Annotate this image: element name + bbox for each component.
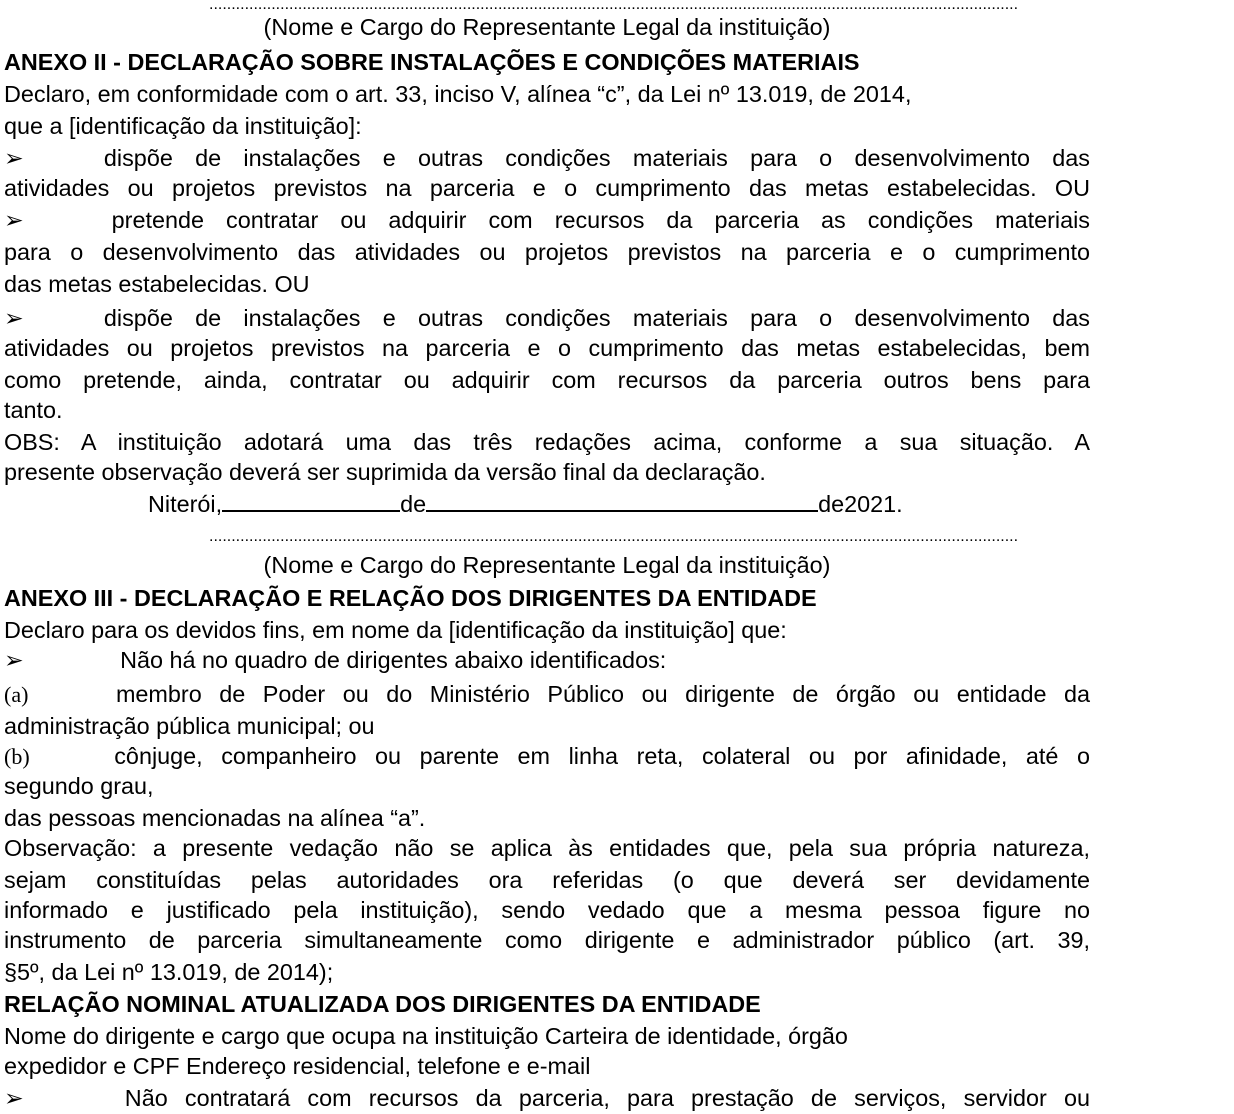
arrow-bullet-icon: ➢ [4,647,24,673]
annex-ii-title: ANEXO II - DECLARAÇÃO SOBRE INSTALAÇÕES E CONDIÇÕES MATERIAIS [4,49,860,75]
annex-ii-intro-line-2: que a [identificação da instituição]: [4,113,362,139]
date-de: de [400,491,427,517]
mentioned-persons: das pessoas mencionadas na alínea “a”. [4,805,426,831]
annex-ii-obs-line-2: presente observação deverá ser suprimida da versão final da declaração. [4,459,766,485]
clause-a-line-1: membro de Poder ou do Ministério Público ou dirigente de órgão ou entidade da [115,681,1091,707]
arrow-bullet-icon: ➢ [4,1085,24,1111]
day-blank [222,490,400,512]
clause-b [4,742,1090,771]
clause-b-label: (b) [4,744,30,769]
annex-iii-obs-line-5: §5º, da Lei nº 13.019, de 2014); [4,959,334,985]
annex-iii-intro: Declaro para os devidos fins, em nome da [identificação da instituição] que: [4,617,787,643]
arrow-bullet-icon: ➢ [4,145,24,171]
signature-dotted-line: ...................................................................................................................................................................................... [209,0,1019,13]
annex-ii-option-1 [4,144,1090,172]
annex-iii-item-2 [4,1084,1090,1112]
option-3-line-4: tanto. [4,397,63,423]
option-2-line-1: pretende contratar ou adquirir com recursos da parceria as condições materiais [111,207,1091,233]
annex-ii-obs-line-1: OBS: A instituição adotará uma das três redações acima, conforme a sua situação. A [4,429,1090,455]
annex-iii-title: ANEXO III - DECLARAÇÃO E RELAÇÃO DOS DIRIGENTES DA ENTIDADE [4,585,817,611]
arrow-bullet-icon: ➢ [4,207,24,233]
signature-dotted-line: ...................................................................................................................................................................................... [209,528,1019,545]
arrow-bullet-icon: ➢ [4,305,24,331]
annex-iii-obs-line-1: Observação: a presente vedação não se aplica às entidades que, pela sua própria natureza, [4,835,1090,861]
option-3-line-2: atividades ou projetos previstos na parceria e o cumprimento das metas estabelecidas, bem [4,335,1090,361]
clause-a-line-2: administração pública municipal; ou [4,713,375,739]
annex-iii-obs-line-4: instrumento de parceria simultaneamente como dirigente e administrador público (art. 39, [4,927,1090,953]
clause-a [4,680,1090,709]
annex-iii-obs-line-3: informado e justificado pela instituição), sendo vedado que a mesma pessoa figure no [4,897,1090,923]
directors-list-line-2: expedidor e CPF Endereço residencial, telefone e e-mail [4,1053,591,1079]
month-blank [426,490,818,512]
annex-ii-option-3 [4,304,1090,332]
annex-ii-intro-line-1: Declaro, em conformidade com o art. 33, inciso V, alínea “c”, da Lei nº 13.019, de 2014, [4,81,912,107]
signature-caption: (Nome e Cargo do Representante Legal da instituição) [263,14,831,40]
directors-list-title: RELAÇÃO NOMINAL ATUALIZADA DOS DIRIGENTES DA ENTIDADE [4,991,761,1017]
item-2-text: Não contratará com recursos da parceria, para prestação de serviços, servidor ou [124,1085,1090,1111]
item-1-text: Não há no quadro de dirigentes abaixo identificados: [120,647,667,673]
clause-b-line-1: cônjuge, companheiro ou parente em linha reta, colateral ou por afinidade, até o [114,743,1091,769]
clause-a-label: (a) [4,682,29,707]
date-year: de2021. [818,491,903,517]
date-line [148,490,1234,518]
annex-iii-obs-line-2: sejam constituídas pelas autoridades ora referidas (o que deverá ser devidamente [4,867,1090,893]
directors-list-line-1: Nome do dirigente e cargo que ocupa na instituição Carteira de identidade, órgão [4,1023,848,1049]
option-2-line-3: das metas estabelecidas. OU [4,271,310,297]
annex-iii-item-1 [4,646,1090,674]
option-1-line-1: dispõe de instalações e outras condições materiais para o desenvolvimento das [103,145,1091,171]
date-city: Niterói, [148,491,223,517]
option-2-line-2: para o desenvolvimento das atividades ou projetos previstos na parceria e o cumprimento [4,239,1090,265]
annex-ii-option-2 [4,206,1090,234]
signature-caption: (Nome e Cargo do Representante Legal da instituição) [263,552,831,578]
option-1-line-2: atividades ou projetos previstos na parceria e o cumprimento das metas estabelecidas. OU [4,175,1090,201]
option-3-line-1: dispõe de instalações e outras condições materiais para o desenvolvimento das [103,305,1091,331]
clause-b-line-2: segundo grau, [4,773,154,799]
option-3-line-3: como pretende, ainda, contratar ou adquirir com recursos da parceria outros bens para [4,367,1090,393]
